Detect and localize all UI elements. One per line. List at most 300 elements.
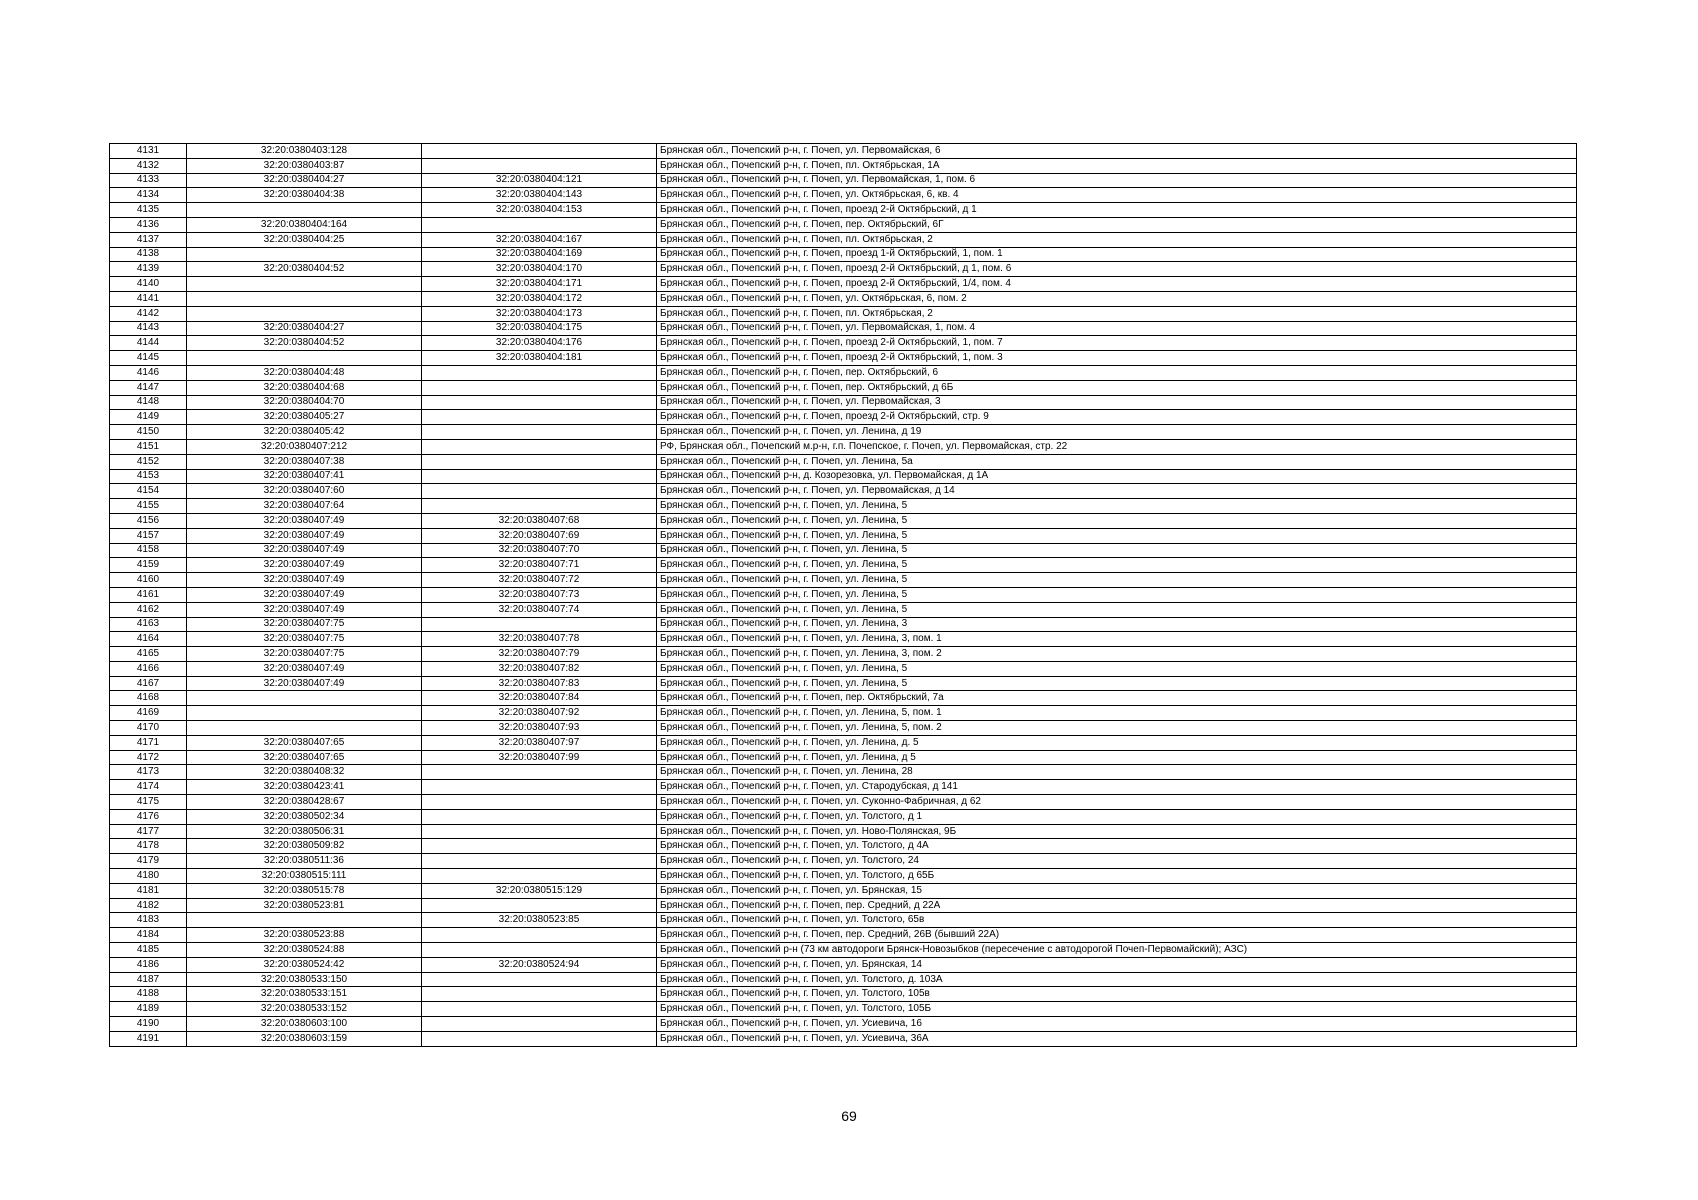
address-cell: Брянская обл., Почепский р-н, г. Почеп, проезд 2-й Октябрьский, стр. 9	[657, 410, 1577, 425]
row-number-cell: 4140	[110, 277, 187, 292]
row-number-cell: 4176	[110, 809, 187, 824]
table-row	[110, 661, 1577, 676]
address-cell: Брянская обл., Почепский р-н, г. Почеп, ул. Первомайская, 6	[657, 144, 1577, 159]
object-number-cell	[422, 839, 657, 854]
table-row	[110, 750, 1577, 765]
parcel-number-cell: 32:20:0380509:82	[187, 839, 422, 854]
table-row	[110, 425, 1577, 440]
address-cell: Брянская обл., Почепский р-н, г. Почеп, ул. Толстого, д 1	[657, 809, 1577, 824]
row-number-cell: 4144	[110, 336, 187, 351]
object-number-cell: 32:20:0380407:97	[422, 735, 657, 750]
table-row	[110, 676, 1577, 691]
row-number-cell: 4160	[110, 573, 187, 588]
table-row	[110, 365, 1577, 380]
parcel-table-body	[110, 144, 1577, 1047]
table-row	[110, 1017, 1577, 1032]
table-row	[110, 232, 1577, 247]
object-number-cell	[422, 1017, 657, 1032]
object-number-cell: 32:20:0380404:181	[422, 351, 657, 366]
parcel-number-cell: 32:20:0380407:41	[187, 469, 422, 484]
address-cell: Брянская обл., Почепский р-н, г. Почеп, ул. Брянская, 15	[657, 883, 1577, 898]
object-number-cell: 32:20:0380407:84	[422, 691, 657, 706]
object-number-cell: 32:20:0380404:143	[422, 188, 657, 203]
row-number-cell: 4187	[110, 972, 187, 987]
object-number-cell	[422, 780, 657, 795]
table-row	[110, 321, 1577, 336]
parcel-number-cell: 32:20:0380407:49	[187, 528, 422, 543]
parcel-number-cell: 32:20:0380404:27	[187, 321, 422, 336]
row-number-cell: 4134	[110, 188, 187, 203]
address-cell: Брянская обл., Почепский р-н, г. Почеп, ул. Ленина, 5	[657, 543, 1577, 558]
row-number-cell: 4150	[110, 425, 187, 440]
table-row	[110, 469, 1577, 484]
table-row	[110, 203, 1577, 218]
row-number-cell: 4177	[110, 824, 187, 839]
parcel-number-cell: 32:20:0380407:38	[187, 454, 422, 469]
table-row	[110, 395, 1577, 410]
object-number-cell: 32:20:0380407:74	[422, 602, 657, 617]
parcel-number-cell: 32:20:0380407:65	[187, 750, 422, 765]
address-cell: Брянская обл., Почепский р-н, г. Почеп, проезд 2-й Октябрьский, д 1	[657, 203, 1577, 218]
row-number-cell: 4143	[110, 321, 187, 336]
object-number-cell	[422, 484, 657, 499]
row-number-cell: 4168	[110, 691, 187, 706]
object-number-cell	[422, 987, 657, 1002]
parcel-number-cell: 32:20:0380403:128	[187, 144, 422, 159]
table-row	[110, 558, 1577, 573]
address-cell: Брянская обл., Почепский р-н, г. Почеп, ул. Стародубская, д 141	[657, 780, 1577, 795]
table-row	[110, 587, 1577, 602]
object-number-cell: 32:20:0380404:167	[422, 232, 657, 247]
address-cell: Брянская обл., Почепский р-н, г. Почеп, проезд 2-й Октябрьский, 1/4, пом. 4	[657, 277, 1577, 292]
parcel-number-cell: 32:20:0380524:42	[187, 957, 422, 972]
table-row	[110, 854, 1577, 869]
object-number-cell: 32:20:0380407:73	[422, 587, 657, 602]
object-number-cell: 32:20:0380404:176	[422, 336, 657, 351]
parcel-number-cell: 32:20:0380524:88	[187, 943, 422, 958]
object-number-cell	[422, 410, 657, 425]
table-row	[110, 780, 1577, 795]
table-row	[110, 869, 1577, 884]
row-number-cell: 4165	[110, 647, 187, 662]
address-cell: Брянская обл., Почепский р-н, г. Почеп, ул. Ленина, 3	[657, 617, 1577, 632]
parcel-number-cell: 32:20:0380407:212	[187, 439, 422, 454]
table-row	[110, 691, 1577, 706]
table-row	[110, 573, 1577, 588]
row-number-cell: 4159	[110, 558, 187, 573]
parcel-number-cell: 32:20:0380523:88	[187, 928, 422, 943]
address-cell: Брянская обл., Почепский р-н, г. Почеп, ул. Толстого, д 4А	[657, 839, 1577, 854]
parcel-number-cell	[187, 721, 422, 736]
object-number-cell: 32:20:0380404:169	[422, 247, 657, 262]
table-row	[110, 454, 1577, 469]
row-number-cell: 4132	[110, 158, 187, 173]
parcel-number-cell	[187, 691, 422, 706]
page-number: 69	[841, 1108, 857, 1124]
address-cell: Брянская обл., Почепский р-н, г. Почеп, проезд 2-й Октябрьский, 1, пом. 7	[657, 336, 1577, 351]
object-number-cell: 32:20:0380404:173	[422, 306, 657, 321]
object-number-cell	[422, 454, 657, 469]
row-number-cell: 4163	[110, 617, 187, 632]
parcel-number-cell: 32:20:0380404:27	[187, 173, 422, 188]
object-number-cell	[422, 617, 657, 632]
table-row	[110, 824, 1577, 839]
address-cell: Брянская обл., Почепский р-н, г. Почеп, ул. Толстого, 24	[657, 854, 1577, 869]
address-cell: Брянская обл., Почепский р-н, г. Почеп, ул. Октябрьская, 6, пом. 2	[657, 291, 1577, 306]
address-cell: Брянская обл., Почепский р-н, г. Почеп, пер. Октябрьский, 6	[657, 365, 1577, 380]
object-number-cell	[422, 898, 657, 913]
address-cell: Брянская обл., Почепский р-н, г. Почеп, ул. Суконно-Фабричная, д 62	[657, 795, 1577, 810]
object-number-cell: 32:20:0380407:68	[422, 513, 657, 528]
table-row	[110, 735, 1577, 750]
object-number-cell	[422, 158, 657, 173]
row-number-cell: 4138	[110, 247, 187, 262]
address-cell: Брянская обл., Почепский р-н, г. Почеп, ул. Октябрьская, 6, кв. 4	[657, 188, 1577, 203]
table-row	[110, 1031, 1577, 1046]
address-cell: Брянская обл., Почепский р-н, г. Почеп, ул. Ленина, 5	[657, 602, 1577, 617]
table-row	[110, 336, 1577, 351]
address-cell: Брянская обл., Почепский р-н, г. Почеп, пер. Октябрьский, 7а	[657, 691, 1577, 706]
table-row	[110, 928, 1577, 943]
table-row	[110, 647, 1577, 662]
row-number-cell: 4142	[110, 306, 187, 321]
row-number-cell: 4179	[110, 854, 187, 869]
address-cell: Брянская обл., Почепский р-н, г. Почеп, пер. Октябрьский, 6Г	[657, 217, 1577, 232]
row-number-cell: 4153	[110, 469, 187, 484]
row-number-cell: 4169	[110, 706, 187, 721]
object-number-cell	[422, 795, 657, 810]
object-number-cell	[422, 1031, 657, 1046]
parcel-number-cell: 32:20:0380533:151	[187, 987, 422, 1002]
row-number-cell: 4190	[110, 1017, 187, 1032]
row-number-cell: 4185	[110, 943, 187, 958]
address-cell: Брянская обл., Почепский р-н, г. Почеп, ул. Первомайская, 1, пом. 6	[657, 173, 1577, 188]
row-number-cell: 4156	[110, 513, 187, 528]
address-cell: Брянская обл., Почепский р-н, г. Почеп, ул. Первомайская, 3	[657, 395, 1577, 410]
parcel-number-cell	[187, 203, 422, 218]
address-cell: Брянская обл., Почепский р-н, г. Почеп, проезд 2-й Октябрьский, 1, пом. 3	[657, 351, 1577, 366]
object-number-cell: 32:20:0380404:171	[422, 277, 657, 292]
parcel-number-cell: 32:20:0380404:25	[187, 232, 422, 247]
table-row	[110, 528, 1577, 543]
row-number-cell: 4181	[110, 883, 187, 898]
parcel-number-cell	[187, 706, 422, 721]
parcel-number-cell: 32:20:0380405:27	[187, 410, 422, 425]
address-cell: Брянская обл., Почепский р-н, г. Почеп, ул. Ленина, 5	[657, 661, 1577, 676]
row-number-cell: 4188	[110, 987, 187, 1002]
table-row	[110, 839, 1577, 854]
address-cell: Брянская обл., Почепский р-н, г. Почеп, ул. Первомайская, 1, пом. 4	[657, 321, 1577, 336]
address-cell: Брянская обл., Почепский р-н, г. Почеп, пл. Октябрьская, 2	[657, 232, 1577, 247]
address-cell: Брянская обл., Почепский р-н, г. Почеп, ул. Ленина, 5	[657, 558, 1577, 573]
object-number-cell: 32:20:0380407:93	[422, 721, 657, 736]
parcel-number-cell: 32:20:0380515:78	[187, 883, 422, 898]
row-number-cell: 4139	[110, 262, 187, 277]
table-row	[110, 883, 1577, 898]
row-number-cell: 4151	[110, 439, 187, 454]
object-number-cell	[422, 439, 657, 454]
row-number-cell: 4178	[110, 839, 187, 854]
address-cell: Брянская обл., Почепский р-н, г. Почеп, ул. Ленина, 5а	[657, 454, 1577, 469]
table-row	[110, 439, 1577, 454]
row-number-cell: 4135	[110, 203, 187, 218]
table-row	[110, 543, 1577, 558]
address-cell: Брянская обл., Почепский р-н, д. Козорезовка, ул. Первомайская, д 1А	[657, 469, 1577, 484]
object-number-cell: 32:20:0380407:70	[422, 543, 657, 558]
address-cell: Брянская обл., Почепский р-н, г. Почеп, ул. Ленина, д 19	[657, 425, 1577, 440]
row-number-cell: 4141	[110, 291, 187, 306]
parcel-number-cell: 32:20:0380523:81	[187, 898, 422, 913]
row-number-cell: 4180	[110, 869, 187, 884]
parcel-number-cell	[187, 277, 422, 292]
parcel-number-cell: 32:20:0380603:159	[187, 1031, 422, 1046]
object-number-cell	[422, 854, 657, 869]
row-number-cell: 4164	[110, 632, 187, 647]
parcel-number-cell: 32:20:0380408:32	[187, 765, 422, 780]
object-number-cell: 32:20:0380404:170	[422, 262, 657, 277]
address-cell: Брянская обл., Почепский р-н, г. Почеп, ул. Толстого, 105Б	[657, 1002, 1577, 1017]
address-cell: Брянская обл., Почепский р-н, г. Почеп, пл. Октябрьская, 2	[657, 306, 1577, 321]
address-cell: Брянская обл., Почепский р-н, г. Почеп, ул. Ленина, 5	[657, 528, 1577, 543]
table-row	[110, 602, 1577, 617]
address-cell: Брянская обл., Почепский р-н, г. Почеп, ул. Ленина, 28	[657, 765, 1577, 780]
parcel-number-cell: 32:20:0380407:75	[187, 617, 422, 632]
row-number-cell: 4173	[110, 765, 187, 780]
object-number-cell	[422, 824, 657, 839]
object-number-cell: 32:20:0380407:82	[422, 661, 657, 676]
address-cell: Брянская обл., Почепский р-н, г. Почеп, ул. Ново-Полянская, 9Б	[657, 824, 1577, 839]
table-row	[110, 291, 1577, 306]
parcel-number-cell: 32:20:0380515:111	[187, 869, 422, 884]
table-row	[110, 898, 1577, 913]
parcel-number-cell: 32:20:0380403:87	[187, 158, 422, 173]
table-row	[110, 913, 1577, 928]
parcel-number-cell: 32:20:0380506:31	[187, 824, 422, 839]
row-number-cell: 4175	[110, 795, 187, 810]
address-cell: Брянская обл., Почепский р-н (73 км автодороги Брянск-Новозыбков (пересечение с автодорогой Почеп-Первомайский); АЗС)	[657, 943, 1577, 958]
object-number-cell: 32:20:0380524:94	[422, 957, 657, 972]
address-cell: Брянская обл., Почепский р-н, г. Почеп, ул. Усиевича, 36А	[657, 1031, 1577, 1046]
parcel-number-cell: 32:20:0380407:49	[187, 558, 422, 573]
address-cell: Брянская обл., Почепский р-н, г. Почеп, пер. Средний, д 22А	[657, 898, 1577, 913]
address-cell: Брянская обл., Почепский р-н, г. Почеп, пер. Средний, 26В (бывший 22А)	[657, 928, 1577, 943]
object-number-cell: 32:20:0380407:99	[422, 750, 657, 765]
row-number-cell: 4145	[110, 351, 187, 366]
table-row	[110, 809, 1577, 824]
parcel-number-cell	[187, 913, 422, 928]
address-cell: Брянская обл., Почепский р-н, г. Почеп, ул. Ленина, 5, пом. 2	[657, 721, 1577, 736]
table-row	[110, 188, 1577, 203]
object-number-cell	[422, 380, 657, 395]
parcel-number-cell: 32:20:0380603:100	[187, 1017, 422, 1032]
address-cell: Брянская обл., Почепский р-н, г. Почеп, пл. Октябрьская, 1А	[657, 158, 1577, 173]
table-row	[110, 262, 1577, 277]
row-number-cell: 4136	[110, 217, 187, 232]
address-cell: Брянская обл., Почепский р-н, г. Почеп, проезд 1-й Октябрьский, 1, пом. 1	[657, 247, 1577, 262]
table-row	[110, 217, 1577, 232]
table-row	[110, 410, 1577, 425]
row-number-cell: 4149	[110, 410, 187, 425]
parcel-number-cell	[187, 306, 422, 321]
row-number-cell: 4167	[110, 676, 187, 691]
parcel-number-cell: 32:20:0380407:49	[187, 543, 422, 558]
table-row	[110, 765, 1577, 780]
object-number-cell: 32:20:0380523:85	[422, 913, 657, 928]
table-row	[110, 144, 1577, 159]
row-number-cell: 4166	[110, 661, 187, 676]
table-row	[110, 173, 1577, 188]
table-row	[110, 1002, 1577, 1017]
row-number-cell: 4183	[110, 913, 187, 928]
parcel-number-cell: 32:20:0380423:41	[187, 780, 422, 795]
table-row	[110, 247, 1577, 262]
parcel-number-cell: 32:20:0380428:67	[187, 795, 422, 810]
parcel-number-cell: 32:20:0380502:34	[187, 809, 422, 824]
row-number-cell: 4170	[110, 721, 187, 736]
table-row	[110, 158, 1577, 173]
parcel-number-cell: 32:20:0380404:48	[187, 365, 422, 380]
row-number-cell: 4154	[110, 484, 187, 499]
table-row	[110, 795, 1577, 810]
table-row	[110, 957, 1577, 972]
address-cell: Брянская обл., Почепский р-н, г. Почеп, пер. Октябрьский, д 6Б	[657, 380, 1577, 395]
parcel-number-cell: 32:20:0380407:49	[187, 661, 422, 676]
address-cell: РФ, Брянская обл., Почепский м.р-н, г.п. Почепское, г. Почеп, ул. Первомайская, стр. 22	[657, 439, 1577, 454]
object-number-cell	[422, 144, 657, 159]
table-row	[110, 306, 1577, 321]
parcel-number-cell: 32:20:0380407:49	[187, 573, 422, 588]
object-number-cell	[422, 765, 657, 780]
row-number-cell: 4137	[110, 232, 187, 247]
object-number-cell	[422, 1002, 657, 1017]
address-cell: Брянская обл., Почепский р-н, г. Почеп, ул. Ленина, 5	[657, 587, 1577, 602]
row-number-cell: 4174	[110, 780, 187, 795]
object-number-cell: 32:20:0380407:78	[422, 632, 657, 647]
parcel-number-cell: 32:20:0380511:36	[187, 854, 422, 869]
row-number-cell: 4191	[110, 1031, 187, 1046]
table-row	[110, 632, 1577, 647]
object-number-cell	[422, 928, 657, 943]
row-number-cell: 4148	[110, 395, 187, 410]
object-number-cell	[422, 499, 657, 514]
parcel-table	[109, 143, 1577, 1047]
object-number-cell: 32:20:0380404:175	[422, 321, 657, 336]
object-number-cell: 32:20:0380407:72	[422, 573, 657, 588]
object-number-cell: 32:20:0380407:69	[422, 528, 657, 543]
object-number-cell	[422, 972, 657, 987]
row-number-cell: 4133	[110, 173, 187, 188]
address-cell: Брянская обл., Почепский р-н, г. Почеп, ул. Брянская, 14	[657, 957, 1577, 972]
table-row	[110, 380, 1577, 395]
object-number-cell	[422, 365, 657, 380]
address-cell: Брянская обл., Почепский р-н, г. Почеп, ул. Ленина, 3, пом. 2	[657, 647, 1577, 662]
table-row	[110, 972, 1577, 987]
row-number-cell: 4146	[110, 365, 187, 380]
address-cell: Брянская обл., Почепский р-н, г. Почеп, ул. Толстого, 105в	[657, 987, 1577, 1002]
row-number-cell: 4171	[110, 735, 187, 750]
row-number-cell: 4131	[110, 144, 187, 159]
row-number-cell: 4155	[110, 499, 187, 514]
parcel-number-cell	[187, 351, 422, 366]
row-number-cell: 4189	[110, 1002, 187, 1017]
object-number-cell: 32:20:0380404:172	[422, 291, 657, 306]
parcel-number-cell: 32:20:0380404:52	[187, 336, 422, 351]
row-number-cell: 4184	[110, 928, 187, 943]
parcel-number-cell: 32:20:0380404:68	[187, 380, 422, 395]
object-number-cell	[422, 809, 657, 824]
row-number-cell: 4157	[110, 528, 187, 543]
object-number-cell: 32:20:0380404:121	[422, 173, 657, 188]
address-cell: Брянская обл., Почепский р-н, г. Почеп, ул. Ленина, 5	[657, 676, 1577, 691]
table-row	[110, 721, 1577, 736]
address-cell: Брянская обл., Почепский р-н, г. Почеп, ул. Усиевича, 16	[657, 1017, 1577, 1032]
parcel-number-cell: 32:20:0380407:65	[187, 735, 422, 750]
table-row	[110, 943, 1577, 958]
parcel-number-cell: 32:20:0380404:70	[187, 395, 422, 410]
parcel-number-cell: 32:20:0380405:42	[187, 425, 422, 440]
address-cell: Брянская обл., Почепский р-н, г. Почеп, ул. Ленина, 3, пом. 1	[657, 632, 1577, 647]
parcel-number-cell: 32:20:0380404:52	[187, 262, 422, 277]
address-cell: Брянская обл., Почепский р-н, г. Почеп, ул. Толстого, д 65Б	[657, 869, 1577, 884]
parcel-number-cell: 32:20:0380407:49	[187, 513, 422, 528]
address-cell: Брянская обл., Почепский р-н, г. Почеп, ул. Первомайская, д 14	[657, 484, 1577, 499]
parcel-number-cell: 32:20:0380404:38	[187, 188, 422, 203]
address-cell: Брянская обл., Почепский р-н, г. Почеп, ул. Ленина, д. 5	[657, 735, 1577, 750]
parcel-number-cell	[187, 291, 422, 306]
row-number-cell: 4147	[110, 380, 187, 395]
row-number-cell: 4186	[110, 957, 187, 972]
address-cell: Брянская обл., Почепский р-н, г. Почеп, ул. Ленина, 5	[657, 499, 1577, 514]
parcel-number-cell: 32:20:0380407:49	[187, 676, 422, 691]
table-row	[110, 484, 1577, 499]
parcel-number-cell: 32:20:0380533:152	[187, 1002, 422, 1017]
row-number-cell: 4152	[110, 454, 187, 469]
parcel-number-cell: 32:20:0380407:75	[187, 632, 422, 647]
address-cell: Брянская обл., Почепский р-н, г. Почеп, ул. Ленина, 5, пом. 1	[657, 706, 1577, 721]
table-row	[110, 706, 1577, 721]
object-number-cell	[422, 217, 657, 232]
table-row	[110, 351, 1577, 366]
parcel-number-cell: 32:20:0380407:75	[187, 647, 422, 662]
address-cell: Брянская обл., Почепский р-н, г. Почеп, проезд 2-й Октябрьский, д 1, пом. 6	[657, 262, 1577, 277]
row-number-cell: 4182	[110, 898, 187, 913]
table-row	[110, 277, 1577, 292]
parcel-number-cell: 32:20:0380407:60	[187, 484, 422, 499]
row-number-cell: 4162	[110, 602, 187, 617]
object-number-cell: 32:20:0380407:83	[422, 676, 657, 691]
table-row	[110, 987, 1577, 1002]
object-number-cell	[422, 869, 657, 884]
address-cell: Брянская обл., Почепский р-н, г. Почеп, ул. Ленина, 5	[657, 513, 1577, 528]
parcel-number-cell	[187, 247, 422, 262]
object-number-cell: 32:20:0380407:71	[422, 558, 657, 573]
object-number-cell	[422, 395, 657, 410]
row-number-cell: 4172	[110, 750, 187, 765]
object-number-cell: 32:20:0380515:129	[422, 883, 657, 898]
object-number-cell: 32:20:0380407:92	[422, 706, 657, 721]
table-row	[110, 499, 1577, 514]
object-number-cell	[422, 943, 657, 958]
table-row	[110, 513, 1577, 528]
object-number-cell: 32:20:0380407:79	[422, 647, 657, 662]
row-number-cell: 4158	[110, 543, 187, 558]
address-cell: Брянская обл., Почепский р-н, г. Почеп, ул. Толстого, д. 103А	[657, 972, 1577, 987]
object-number-cell	[422, 425, 657, 440]
row-number-cell: 4161	[110, 587, 187, 602]
parcel-number-cell: 32:20:0380533:150	[187, 972, 422, 987]
table-row	[110, 617, 1577, 632]
address-cell: Брянская обл., Почепский р-н, г. Почеп, ул. Ленина, 5	[657, 573, 1577, 588]
